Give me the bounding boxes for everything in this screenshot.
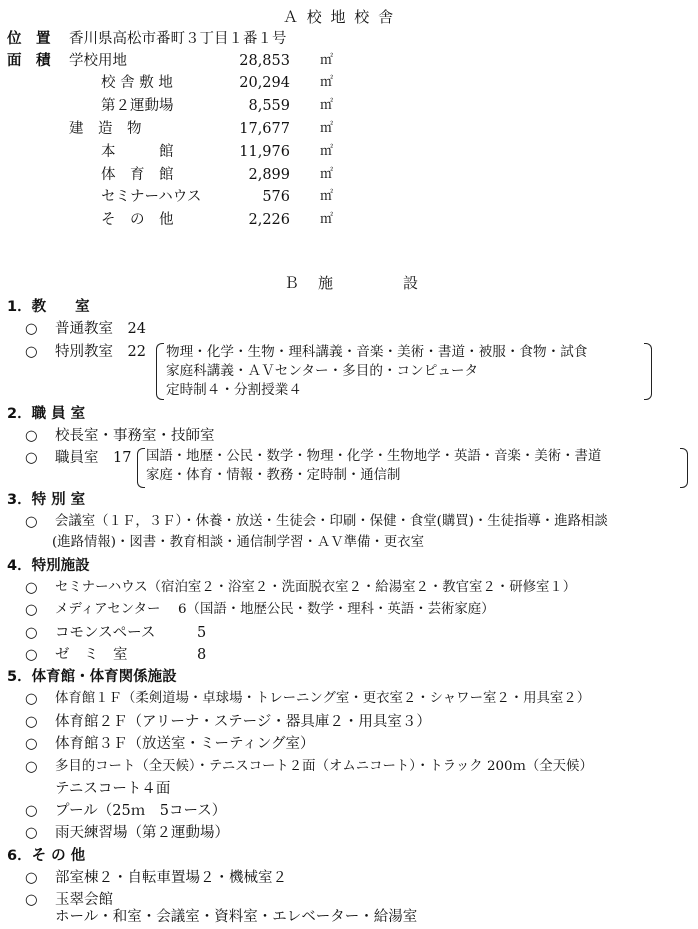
list-item: コモンスペース	[55, 625, 156, 641]
bullet-icon: ○	[25, 714, 38, 730]
bullet-icon: ○	[25, 803, 38, 819]
bullet-icon: ○	[25, 647, 38, 663]
section-heading: 5．体育館・体育関係施設	[7, 669, 177, 685]
bullet-icon: ○	[25, 450, 38, 466]
area-label: 面 積	[7, 53, 51, 69]
left-bracket	[156, 343, 164, 400]
list-item: 会議室（１Ｆ，３Ｆ）・休養・放送・生徒会・印刷・保健・食堂(購買)・生徒指導・進路相談	[55, 514, 608, 529]
list-item: プール（25ｍ 5コース）	[55, 803, 227, 819]
area-row-label: 学校用地	[69, 53, 127, 69]
section-heading: 6．そ の 他	[7, 848, 86, 864]
location-label: 位 置	[7, 31, 51, 47]
bullet-icon: ○	[25, 580, 38, 596]
list-item-detail: 物理・化学・生物・理科講義・音楽・美術・書道・被服・食物・試食	[166, 344, 588, 360]
right-bracket	[680, 448, 688, 488]
list-item-detail: 家庭・体育・情報・教務・定時制・通信制	[146, 468, 401, 483]
list-item: 玉翠会館	[55, 892, 113, 908]
left-bracket	[137, 448, 145, 488]
area-row-unit: ㎡	[320, 167, 334, 182]
list-item: 校長室・事務室・技師室	[55, 428, 215, 444]
area-row-value: 11,976	[239, 144, 290, 160]
area-row-label: 本 館	[101, 144, 174, 160]
area-row-value: 28,853	[239, 53, 290, 69]
list-item: 特別教室 22	[55, 344, 146, 360]
list-item-continued: テニスコート４面	[55, 781, 171, 797]
list-item: 普通教室 24	[55, 321, 146, 337]
bullet-icon: ○	[25, 428, 38, 444]
list-item-detail: 家庭科講義・ＡＶセンター・多目的・コンピュータ	[166, 363, 479, 379]
area-row-value: 20,294	[239, 75, 290, 91]
area-row-label: 体 育 館	[101, 167, 174, 183]
right-bracket	[644, 343, 652, 400]
area-row-label: そ の 他	[101, 212, 174, 228]
area-row-value: 17,677	[239, 121, 290, 137]
section-heading: 1．教 室	[7, 299, 90, 315]
area-row-value: 2,226	[248, 212, 290, 228]
area-row-label: セミナーハウス	[101, 189, 202, 205]
list-item: セミナーハウス（宿泊室２・浴室２・洗面脱衣室２・給湯室２・教官室２・研修室１）	[55, 580, 577, 595]
bullet-icon: ○	[25, 736, 38, 752]
list-item-continued: (進路情報)・図書・教育相談・通信制学習・ＡＶ準備・更衣室	[52, 535, 424, 550]
area-row-unit: ㎡	[320, 75, 334, 90]
list-item: 部室棟２・自転車置場２・機械室２	[55, 870, 287, 886]
bullet-icon: ○	[25, 825, 38, 841]
area-row-value: 576	[262, 189, 290, 205]
bullet-icon: ○	[25, 870, 38, 886]
bullet-icon: ○	[25, 691, 38, 707]
area-row-unit: ㎡	[320, 98, 334, 113]
bullet-icon: ○	[25, 602, 38, 618]
list-item: メディアセンター 6（国語・地歴公民・数学・理科・英語・芸術家庭）	[55, 602, 495, 617]
list-item-continued: ホール・和室・会議室・資料室・エレベーター・給湯室	[55, 909, 418, 925]
section-heading: 3．特 別 室	[7, 492, 86, 508]
bullet-icon: ○	[25, 625, 38, 641]
list-item-count: 8	[197, 647, 207, 663]
area-row-value: 2,899	[248, 167, 290, 183]
area-row-unit: ㎡	[320, 53, 334, 68]
list-item-detail: 国語・地歴・公民・数学・物理・化学・生物地学・英語・音楽・美術・書道	[146, 449, 602, 464]
area-row-value: 8,559	[248, 98, 290, 114]
bullet-icon: ○	[25, 759, 38, 775]
location-value: 香川県高松市番町３丁目１番１号	[69, 31, 287, 47]
bullet-icon: ○	[25, 344, 38, 360]
list-item: 職員室 17	[55, 450, 132, 466]
area-row-label: 校 舎 敷 地	[101, 75, 173, 91]
section-heading: 4．特別施設	[7, 558, 90, 574]
list-item: 体育館２Ｆ（アリーナ・ステージ・器具庫２・用具室３）	[55, 714, 431, 730]
section-heading: 2．職 員 室	[7, 406, 86, 422]
area-row-unit: ㎡	[320, 144, 334, 159]
bullet-icon: ○	[25, 321, 38, 337]
list-item-detail: 定時制４・分割授業４	[166, 382, 302, 398]
area-row-unit: ㎡	[320, 212, 334, 227]
bullet-icon: ○	[25, 514, 38, 530]
section-b-title: Ｂ 施 設	[284, 274, 421, 292]
section-a-title: Ａ 校 地 校 舎	[283, 8, 396, 26]
area-row-unit: ㎡	[320, 121, 334, 136]
list-item-count: 5	[197, 625, 207, 641]
list-item: ゼ ミ 室	[55, 647, 128, 663]
list-item: 雨天練習場（第２運動場）	[55, 825, 229, 841]
bullet-icon: ○	[25, 892, 38, 908]
list-item: 多目的コート（全天候）・テニスコート２面（オムニコート）・トラック 200ｍ（全天候）	[55, 759, 593, 774]
list-item: 体育館１Ｆ（柔剣道場・卓球場・トレーニング室・更衣室２・シャワー室２・用具室２）	[55, 691, 591, 706]
area-row-unit: ㎡	[320, 189, 334, 204]
area-row-label: 建 造 物	[69, 121, 142, 137]
area-row-label: 第２運動場	[101, 98, 174, 114]
list-item: 体育館３Ｆ（放送室・ミーティング室）	[55, 736, 315, 752]
